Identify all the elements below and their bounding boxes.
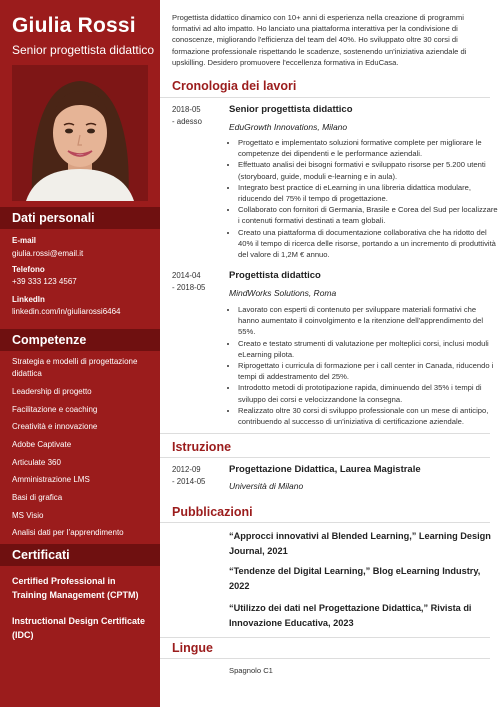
skills-heading: Competenze bbox=[0, 329, 160, 351]
list-item: • Creato una piattaforma di documentazione collaborativa che ha ridotto del 40% il tempo di ricerca delle risorse, portando a un incremento di produttività del valore di 1,2M € annuo. bbox=[238, 227, 498, 261]
section-divider bbox=[160, 97, 490, 98]
section-divider bbox=[160, 658, 490, 659]
certificates-heading: Certificati bbox=[0, 544, 160, 566]
list-item: • Realizzato oltre 30 corsi di sviluppo professionale con un mese di anticipo, contribuendo al successo di un'iniziativa di certificazione aziendale. bbox=[238, 405, 498, 427]
skill-item: MS Visio bbox=[12, 511, 44, 520]
list-item: • Creato e testato strumenti di valutazione per molteplici corsi, inclusi moduli eLearning pilota. bbox=[238, 338, 498, 360]
list-item: • Collaborato con fornitori di Germania, Brasile e Corea del Sud per localizzare i contenuti formativi destinati a team globali. bbox=[238, 204, 498, 226]
certificate-item: Certified Professional in Training Management (CPTM) bbox=[12, 576, 139, 600]
list-item: • Riprogettato i curricula di formazione per i call center in Canada, riducendo i tempi di addestramento del 25%. bbox=[238, 360, 498, 382]
job-company: EduGrowth Innovations, Milano bbox=[229, 122, 348, 132]
publications-heading: Pubblicazioni bbox=[172, 505, 253, 519]
job-date: 2018-05 - adesso bbox=[172, 105, 202, 126]
list-item: • Lavorato con esperti di contenuto per sviluppare materiali formativi che hanno aumentato il coinvolgimento e la ritenzione dell'apprendimento del 55%. bbox=[238, 304, 498, 338]
phone-label: Telefono bbox=[12, 265, 45, 274]
email-label: E-mail bbox=[12, 236, 37, 245]
candidate-role: Senior progettista didattico bbox=[12, 43, 155, 57]
list-item: • Effettuato analisi dei bisogni formativi e sviluppato risorse per 5.200 utenti (storyboard, guide, moduli e-learning e in aula). bbox=[238, 159, 498, 181]
publication-item: “Approcci innovativi al Blended Learning,” Learning Design Journal, 2021 bbox=[229, 531, 491, 556]
skill-item: Creatività e innovazione bbox=[12, 422, 98, 431]
job-bullets bbox=[229, 137, 498, 260]
job-company: MindWorks Solutions, Roma bbox=[229, 288, 337, 298]
work-history-heading: Cronologia dei lavori bbox=[172, 79, 297, 93]
skill-item: Leadership di progetto bbox=[12, 387, 92, 396]
list-item: • Progettato e implementato soluzioni formative complete per migliorare le competenze dei dipendenti e le performance aziendali. bbox=[238, 137, 498, 159]
section-divider bbox=[160, 433, 490, 434]
list-item: • Introdotto metodi di prototipazione rapida, diminuendo del 35% i tempi di sviluppo dei corsi e velocizzandone la consegna. bbox=[238, 382, 498, 404]
main-content bbox=[160, 0, 500, 707]
sidebar bbox=[0, 0, 160, 707]
profile-summary: Progettista didattico dinamico con 10+ anni di esperienza nella creazione di programmi formativi ad alto impatto. Ho lanciato una piattaforma interattiva per la condivisione di conoscenze, migliorando l'efficienza del team del 40%. Ho sviluppato oltre 30 corsi di formazione professionale rispettando le scadenze, sostenendo un'iniziativa aziendale di upskilling. Desidero promuovere l'eccellenza formativa in EduCasa. bbox=[172, 13, 467, 67]
language-item: Spagnolo C1 bbox=[229, 666, 273, 675]
profile-photo bbox=[12, 65, 148, 201]
education-school: Università di Milano bbox=[229, 481, 304, 491]
skill-item: Strategia e modelli di progettazione didattica bbox=[12, 357, 138, 378]
education-degree: Progettazione Didattica, Laurea Magistrale bbox=[229, 464, 421, 475]
skill-item: Basi di grafica bbox=[12, 493, 63, 502]
linkedin-value[interactable]: linkedin.com/in/giuliarossi6464 bbox=[12, 307, 121, 316]
education-date: 2012-09 - 2014-05 bbox=[172, 465, 206, 486]
section-divider bbox=[160, 637, 490, 638]
candidate-name: Giulia Rossi bbox=[12, 14, 136, 37]
list-item: • Integrato best practice di eLearning in una libreria didattica modulare, riducendo del 75% il tempo di progettazione. bbox=[238, 182, 498, 204]
phone-value[interactable]: +39 333 123 4567 bbox=[12, 277, 77, 286]
languages-heading: Lingue bbox=[172, 641, 213, 655]
skill-item: Articulate 360 bbox=[12, 458, 61, 467]
education-heading: Istruzione bbox=[172, 440, 232, 454]
skill-item: Analisi dati per l’apprendimento bbox=[12, 528, 124, 537]
publication-item: “Tendenze del Digital Learning,” Blog eLearning Industry, 2022 bbox=[229, 566, 481, 591]
portrait-illustration bbox=[12, 65, 148, 201]
publication-item: “Utilizzo dei dati nel Progettazione Didattica,” Rivista di Innovazione Educativa, 2023 bbox=[229, 603, 472, 628]
job-date: 2014-04 - 2018-05 bbox=[172, 271, 206, 292]
section-divider bbox=[160, 522, 490, 523]
personal-data-heading: Dati personali bbox=[0, 207, 160, 229]
email-value[interactable]: giulia.rossi@email.it bbox=[12, 249, 84, 258]
skill-item: Facilitazione e coaching bbox=[12, 405, 98, 414]
skill-item: Amministrazione LMS bbox=[12, 475, 90, 484]
linkedin-label: LinkedIn bbox=[12, 295, 45, 304]
job-title: Senior progettista didattico bbox=[229, 104, 353, 115]
certificate-item: Instructional Design Certificate (IDC) bbox=[12, 616, 146, 640]
skill-item: Adobe Captivate bbox=[12, 440, 72, 449]
job-title: Progettista didattico bbox=[229, 270, 321, 281]
section-divider bbox=[160, 457, 490, 458]
job-bullets bbox=[229, 304, 498, 427]
